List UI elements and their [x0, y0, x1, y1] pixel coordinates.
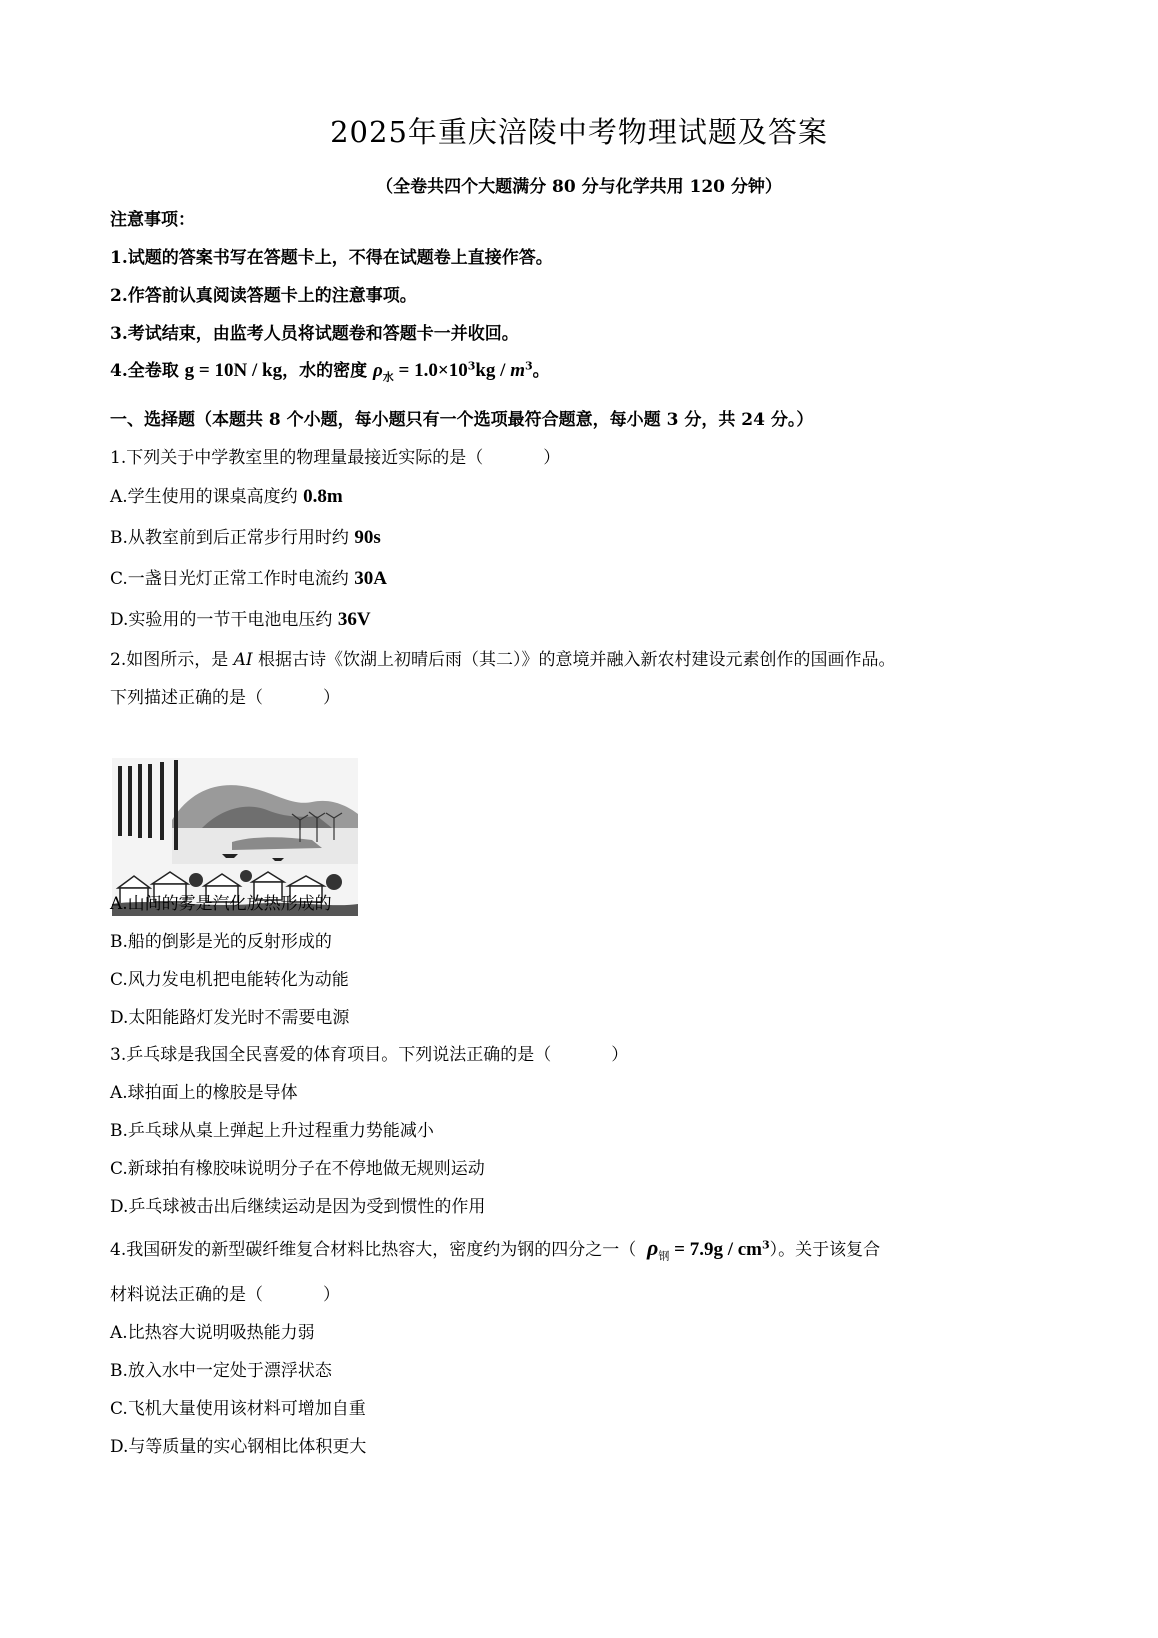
q4-option-b: B.放入水中一定处于漂浮状态 — [110, 1361, 332, 1381]
q1-option-b-text: B.从教室前到后正常步行用时约 — [110, 528, 355, 548]
notice-item-4 — [110, 356, 550, 384]
q4-rho-exponent: 3 — [762, 1238, 770, 1252]
q4-option-c: C.飞机大量使用该材料可增加自重 — [110, 1399, 366, 1419]
q4-option-a: A.比热容大说明吸热能力弱 — [110, 1323, 315, 1343]
q1-option-c — [110, 564, 387, 590]
notice-item-3: 3.考试结束，由监考人员将试题卷和答题卡一并收回。 — [110, 324, 519, 344]
notice-item-4-prefix: 4.全卷取 — [110, 361, 185, 381]
q4-stem-b: ）。关于该复合 — [769, 1240, 881, 1260]
q1-option-b — [110, 523, 381, 549]
q2-option-d: D.太阳能路灯发光时不需要电源 — [110, 1008, 350, 1028]
q3-option-a: A.球拍面上的橡胶是导体 — [110, 1083, 298, 1103]
q4-rho-symbol: ρ — [647, 1235, 659, 1260]
q4-stem-line-2 — [110, 1280, 340, 1305]
rho-unit: kg / — [475, 360, 511, 381]
q1-option-d — [110, 605, 371, 631]
q2-stem — [110, 645, 896, 670]
q4-stem-a: 4.我国研发的新型碳纤维复合材料比热容大，密度约为钢的四分之一（ — [110, 1240, 637, 1260]
g-formula: g = 10N / kg — [184, 360, 283, 381]
q1-option-a — [110, 482, 343, 508]
rho-unit-m: m — [510, 360, 525, 381]
q3-stem-text: 3.乒乓球是我国全民喜爱的体育项目。下列说法正确的是（ — [110, 1045, 552, 1065]
q1-stem-end: ） — [543, 448, 561, 468]
rho-unit-exponent: 3 — [525, 359, 533, 373]
q2-stem-b: 根据古诗《饮湖上初晴后雨（其二）》的意境并融入新农村建设元素创作的国画作品。 — [252, 650, 896, 670]
q1-option-a-value: 0.8m — [303, 486, 343, 507]
rho-subscript: 水 — [382, 370, 394, 384]
q1-option-c-value: 30A — [354, 568, 387, 589]
q3-stem — [110, 1040, 628, 1065]
page-title: 2025年重庆涪陵中考物理试题及答案 — [330, 115, 828, 149]
q1-stem — [110, 443, 560, 468]
notice-item-1: 1.试题的答案书写在答题卡上，不得在试题卷上直接作答。 — [110, 248, 553, 268]
page-subtitle: （全卷共四个大题满分 80 分与化学共用 120 分钟） — [376, 177, 782, 197]
notice-heading: 注意事项： — [110, 210, 195, 230]
q1-option-d-text: D.实验用的一节干电池电压约 — [110, 610, 338, 630]
q3-stem-end: ） — [611, 1045, 629, 1065]
q4-rho-value: = 7.9g / cm — [669, 1239, 762, 1260]
q2-stem-ai: AI — [233, 650, 253, 670]
q4-stem — [110, 1235, 880, 1263]
q4-stem-end: ） — [323, 1285, 340, 1305]
q2-option-b: B.船的倒影是光的反射形成的 — [110, 932, 332, 952]
section-1-heading: 一、选择题（本题共 8 个小题，每小题只有一个选项最符合题意，每小题 3 分，共 24 分。） — [110, 410, 814, 430]
notice-item-2: 2.作答前认真阅读答题卡上的注意事项。 — [110, 286, 417, 306]
rho-symbol: ρ — [373, 360, 383, 381]
rho-exponent: 3 — [467, 359, 476, 373]
q3-option-d: D.乒乓球被击出后继续运动是因为受到惯性的作用 — [110, 1197, 486, 1217]
q1-stem-text: 1.下列关于中学教室里的物理量最接近实际的是（ — [110, 448, 484, 468]
q2-option-a: A.山间的雾是汽化放热形成的 — [110, 894, 332, 914]
q4-option-d: D.与等质量的实心钢相比体积更大 — [110, 1437, 367, 1457]
q2-stem-end: ） — [323, 688, 340, 708]
q1-option-a-text: A.学生使用的课桌高度约 — [110, 487, 304, 507]
q3-option-b: B.乒乓球从桌上弹起上升过程重力势能减小 — [110, 1121, 434, 1141]
q4-rho-subscript: 钢 — [658, 1249, 670, 1263]
q2-option-c: C.风力发电机把电能转化为动能 — [110, 970, 349, 990]
q2-stem-line-2-text: 下列描述正确的是（ — [110, 688, 263, 708]
q2-stem-line-2 — [110, 683, 340, 708]
q1-option-c-text: C.一盏日光灯正常工作时电流约 — [110, 569, 355, 589]
q1-option-d-value: 36V — [337, 609, 371, 630]
q3-option-c: C.新球拍有橡胶味说明分子在不停地做无规则运动 — [110, 1159, 485, 1179]
notice-item-4-mid: ，水的密度 — [282, 361, 373, 381]
rho-value: = 1.0×10 — [393, 360, 468, 381]
notice-item-4-suffix: 。 — [532, 361, 550, 381]
q4-stem-line-2-text: 材料说法正确的是（ — [110, 1285, 263, 1305]
q1-option-b-value: 90s — [354, 527, 381, 548]
q2-stem-a: 2.如图所示，是 — [110, 650, 234, 670]
